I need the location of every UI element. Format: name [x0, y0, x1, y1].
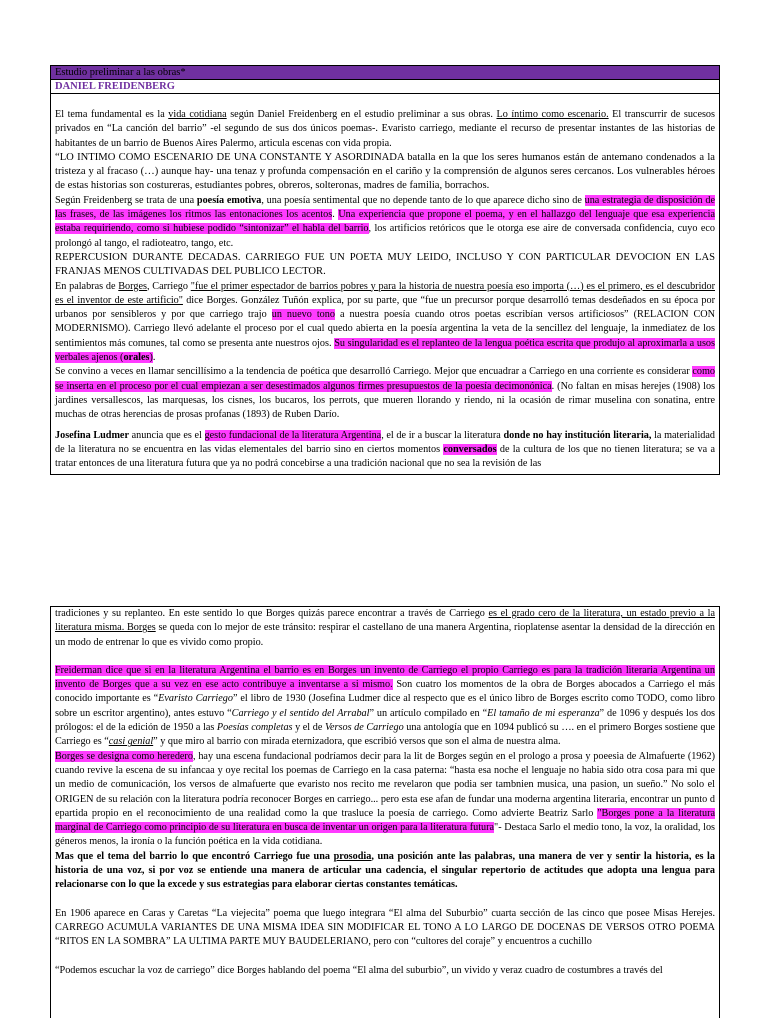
- paragraph: “LO INTIMO COMO ESCENARIO DE UNA CONSTANTE Y ASORDINADA batalla en la que los seres humanos están de antemano condenados a la tristeza y al fracaso (…) aunque hay- una tenaz y profunda compensación en el cariño y la comprensión de algunos seres cercanos. Los vulnerables héroes de estas historias son costureras, estudiantes pobres, obreros, solteronas, madres de familia, borrachos.: [55, 151, 715, 192]
- paragraph: Borges se designa como heredero, hay una escena fundacional podríamos decir para la lit de Borges según en el prologo a prosa y poeesia de Almafuerte (1962) cuando revive la escena de su infancaa y oye recital los poemas de Carriego en la casa paterna: “hasta esa noche el lenguaje no habia sido otra cosa para mi que un medio de comunicación, los versos de almafuerte que evaristo nos recito me revelaron que podia ser tambnien musica, una pasion, un sueño.” No solo el ORIGEN de su relación con la literatura podría reconocer Borges en carriego... pero esta ese afan de fundar una moderna argentina literaria, encontrar un punto d epartida propio en el reconocimiento de una realidad como la que trasluce la poesía de carriego. Como advierte Beatriz Sarlo "Borges pone a la literatura marginal de Carriego como principio de su literatura en busca de inventar un origen para la literatura futura"- Destaca Sarlo el medio tono, la voz, la oralidad, los géneros menos, la ironía o la función poética en la vida cotidiana.: [55, 750, 716, 848]
- paragraph: Mas que el tema del barrio lo que encontró Carriego fue una prosodia, una posición ante las palabras, una manera de ver y sentir la historia, es la historia de una voz, si por voz se entiende una manera de articular una cadencia, el singular repertorio de actitudes que adopta una lengua para relacionarse con lo que la excede y sus estrategias para elaborar ciertas constantes temáticas.: [55, 850, 715, 891]
- paragraph: Se convino a veces en llamar sencillísimo a la tendencia de poética que desarrolló Carriego. Mejor que encuadrar a Carriego en una corriente es considerar como se inserta en el proceso por el cual empiezan a ser desestimados algunos firmes presupuestos de la poesía decimonónica. (No faltan en misas herejes (1908) los jardines versallescos, las marquesas, los cisnes, los bucaros, los perrots, que mueren llorando y riendo, ni la ocasión de rimar muselina con sonatina, entre muchas de otras herencias de prosas profanas (1893) de Ruben Darío.: [55, 366, 715, 421]
- paragraph: tradiciones y su replanteo. En este sentido lo que Borges quizás parece encontrar a través de Carriego es el grado cero de la literatura, un estado previo a la literatura misma. Borges se queda con lo mejor de este tránsito: respirar el castellano de una manera Argentina, rioplatense asentar la densidad de la dirección en un modo de entrenar lo que es vivido como propio.: [55, 608, 716, 648]
- page-section-2: [50, 606, 720, 1018]
- section-1-body: [51, 94, 719, 471]
- section-2-body: [51, 607, 719, 978]
- paragraph: Josefina Ludmer anuncia que es el gesto fundacional de la literatura Argentina, el de ir a buscar la literatura donde no hay institución literaria, la materialidad de la literatura no se encuentra en las vidas elementales del barrio sino en ciertos momentos conversados de la cultura de los que no tienen literatura; se va a tratar entonces de una literatura futura que ya no podrá concebirse a una tradición nacional que no sea la revisión de las: [55, 429, 716, 470]
- paragraph: En palabras de Borges, Carriego "fue el primer espectador de barrios pobres y para la historia de nuestra poesía eso importa (…) es el primero, es el descubridor es el inventor de este artificio" dice Borges. González Tuñón explica, por su parte, que “fue un precursor porque desarrolló temas desdeñados en su época por urbanos por sensibleros y por que carriego trajo un nuevo tono a nuestra poesía cuando otros poetas escribían versos artificiosos” (RELACION CON MODERNISMO). Carriego llevó adelante el proceso por el cual quedo abierta en la poesía argentina la veta de la sencillez del lenguaje, la inmediatez de los sentimientos más comunes, tal como se presenta ante nuestros ojos. Su singularidad es el replanteo de la lengua poética escrita que produjo al aproximarla a usos verbales ajenos (orales).: [55, 280, 715, 364]
- paragraph: El tema fundamental es la vida cotidiana según Daniel Freidenberg en el estudio preliminar a sus obras. Lo íntimo como escenario. El transcurrir de sucesos privados en “La canción del barrio” -el segundo de sus dos únicos poemas-. Evaristo carriego, mediante el recurso de presentar instantes de las historias de habitantes de un barrio de Buenos Aires Palermo, articula escenas con vida propia.: [55, 109, 715, 149]
- paragraph: Según Freidenberg se trata de una poesía emotiva, una poesía sentimental que no depende tanto de lo que aparece dicho sino de una estrategia de disposición de las frases, de las imágenes los ritmos las entonaciones los acentos. Una experiencia que propone el poema, y en el hallazgo del lenguaje que esa experiencia estaba requiriendo, como si hubiese podido “sintonizar” el habla del barrio, los artificios retóricos que le otorga ese aire de conversada confidencia, cuyo eco prolongó al tango, el radioteatro, tango, etc.: [55, 194, 716, 249]
- paragraph: Freiderman dice que si en la literatura Argentina el barrio es en Borges un invento de Carriego el propio Carriego es para la tradición literaria Argentina un invento de Borges que a su vez en ese acto contribuye a inventarse a si mismo. Son cuatro los momentos de la obra de Borges abocados a Carriego el más conocido importante es “Evaristo Carriego” el libro de 1930 (Josefina Ludmer dice al respecto que es el único libro de Borges escrito como TODO, como libro sobre un escritor argentino), antes estuvo “Carriego y el sentido del Arrabal” un artículo compilado en “El tamaño de mi esperanza” de 1096 y después los dos prólogos: el de la edición de 1950 a las Poesías completas y el de Versos de Carriego una antología que en 1094 publicó su …. en el primero Borges sostiene que Carriego es “casi genial” y que miro al barrio con mirada eternizadora, que escribió versos que son el alma de nuestra alma.: [55, 664, 716, 748]
- paragraph: “Podemos escuchar la voz de carriego” dice Borges hablando del poema “El alma del suburbio”, un vivido y veraz cuadro de costumbres a través del: [55, 964, 663, 976]
- author-name: DANIEL FREIDENBERG: [51, 80, 719, 94]
- document-header-bar: Estudio preliminar a las obras*: [51, 66, 719, 80]
- page-section-1: [50, 65, 720, 475]
- paragraph: En 1906 aparece en Caras y Caretas “La viejecita” poema que luego integrara “El alma del Suburbio” cuarta sección de las cinco que posee Misas Herejes. CARREGO ACUMULA VARIANTES DE UNA MISMA IDEA SIN MODIFICAR EL TONO A LO LARGO DE DOCENAS DE VERSOS OTRO POEMA “RITOS EN LA SOMBRA” LA ULTIMA PARTE MUY BAUDELERIANO, pero con “cultores del coraje” y encuentros a cuchillo: [55, 907, 715, 948]
- paragraph: REPERCUSION DURANTE DECADAS. CARRIEGO FUE UN POETA MUY LEIDO, INCLUSO Y CON PARTICULAR DEVOCION EN LAS FRANJAS MENOS CULTIVADAS DEL PUBLICO LECTOR.: [55, 251, 715, 278]
